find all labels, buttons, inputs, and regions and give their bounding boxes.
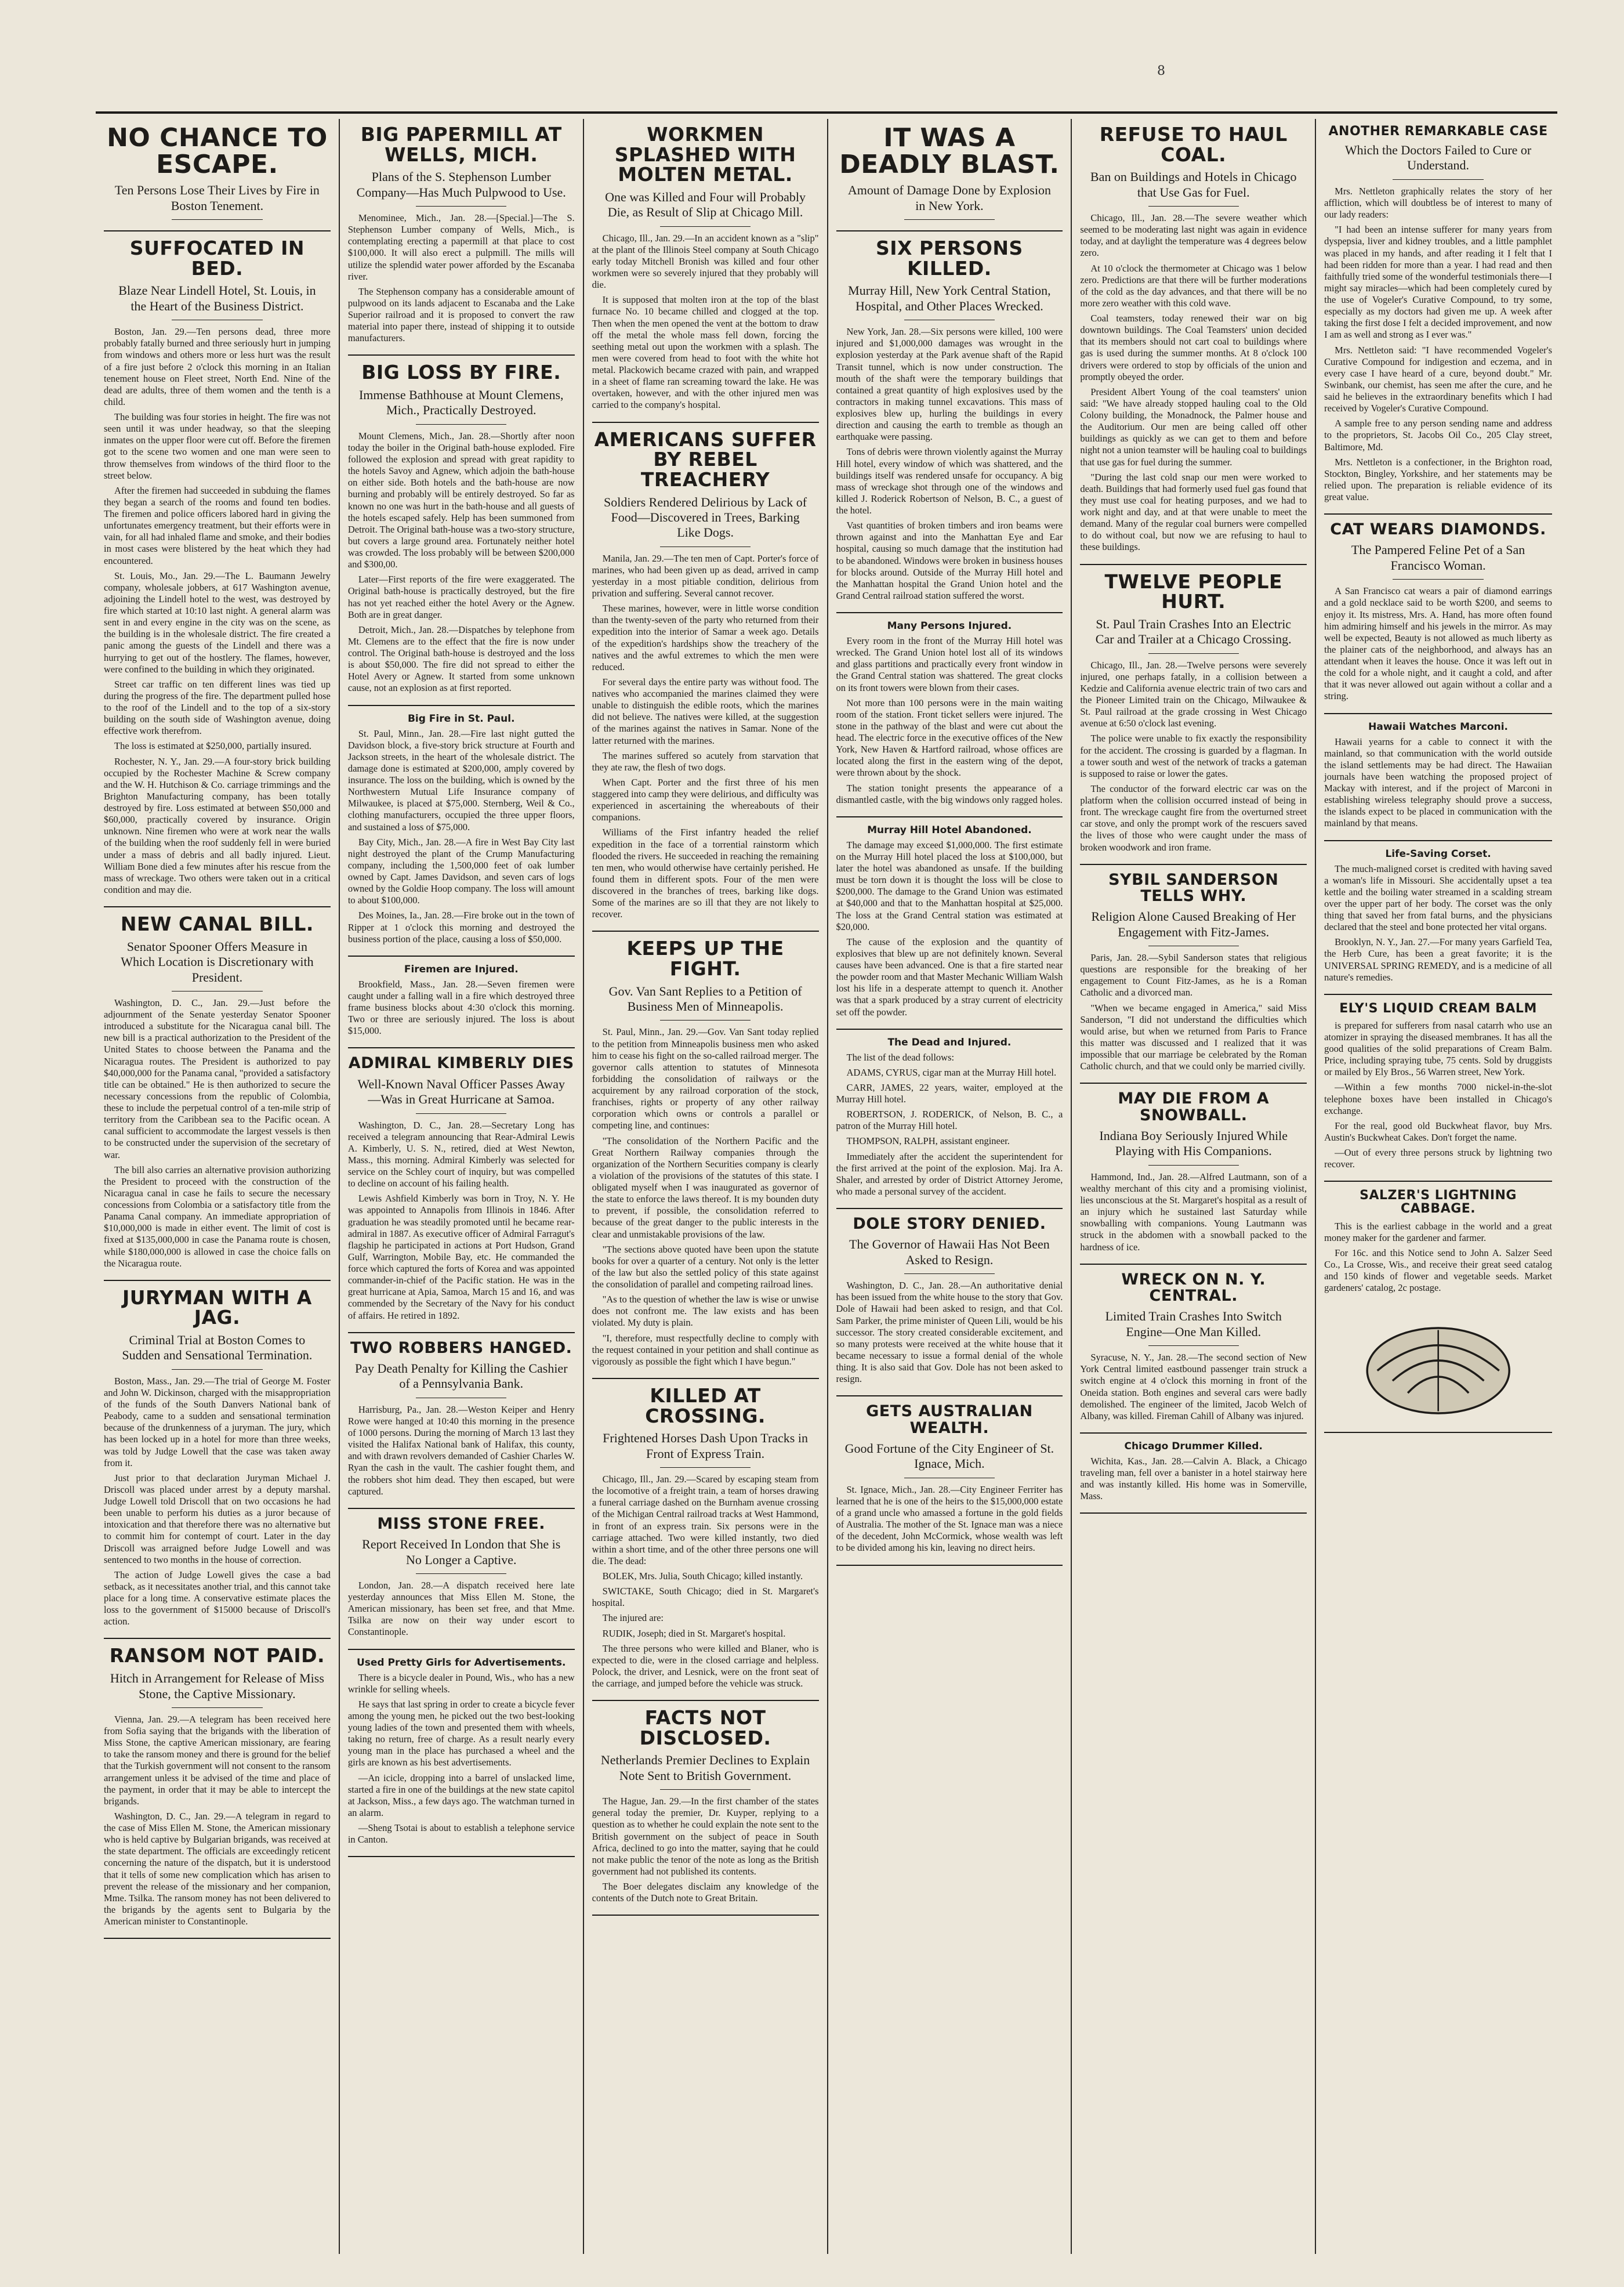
article-divider xyxy=(1080,1264,1307,1265)
body-paragraph: The action of Judge Lowell gives the case a bad setback, as it necessitates another trial, and this cannot take place for a long time. A conservative estimate places the loss to the government of $15000 because of Driscoll's action. xyxy=(104,1569,331,1627)
article-two-robbers-hanged xyxy=(348,1340,575,1497)
deck: Blaze Near Lindell Hotel, St. Louis, in the Heart of the Business District. xyxy=(118,283,316,313)
article-divider xyxy=(836,230,1063,231)
body-paragraph: The much-maligned corset is credited with having saved a woman's life in Missouri. She accidentally upset a tea kettle and the boiling water streamed in a scalding stream over the upper part of her body. The corset was the only thing that saved her from fatal burns, and the physicians declared that the steel and bone protected her vital organs. xyxy=(1324,863,1552,933)
body-paragraph: There is a bicycle dealer in Pound, Wis., who has a new wrinkle for selling wheels. xyxy=(347,1671,575,1695)
body-paragraph: The station tonight presents the appearance of a dismantled castle, with the big windows only ragged holes. xyxy=(836,782,1063,805)
headline: ELY'S LIQUID CREAM BALM xyxy=(1339,1001,1537,1016)
body-paragraph: SWICTAKE, South Chicago; died in St. Margaret's hospital. xyxy=(592,1586,819,1609)
body-paragraph: Vast quantities of broken timbers and iron beams were thrown against and into the Manhattan Eye and Ear hospital, causing so much damage that the institution had to be abandoned. Windows were broken in business houses for blocks around. Outside of the Murray Hill hotel and the Manhattan hospital the Grand Union hotel and the Grand Central railroad station suffered the worst. xyxy=(836,520,1063,601)
body-paragraph: —Out of every three persons struck by lightning two recover. xyxy=(1324,1147,1552,1170)
article-life-saving-corset xyxy=(1324,848,1552,983)
column-3 xyxy=(584,119,828,2254)
article-divider xyxy=(836,1208,1063,1209)
deck: Ban on Buildings and Hotels in Chicago that Use Gas for Fuel. xyxy=(1090,169,1297,200)
deck: Immense Bathhouse at Mount Clemens, Mich., Practically Destroyed. xyxy=(358,388,564,418)
subhead: Used Pretty Girls for Advertisements. xyxy=(356,1656,566,1669)
body-paragraph: The injured are: xyxy=(602,1612,664,1624)
headline: SUFFOCATED IN BED. xyxy=(129,237,305,280)
body-paragraph: Williams of the First infantry headed the relief expedition in the face of a torrential rainstorm which flooded the rivers. He succeeded in reaching the remaining ten men, who would otherwise have certainly perished. He found them in different spots. Four of the men were discovered in the branches of trees, barking like dogs. Some of the marines are so ill that they are not likely to recover. xyxy=(592,827,819,920)
article-divider xyxy=(104,906,331,907)
article-divider xyxy=(1324,994,1552,995)
body-paragraph: Tons of debris were thrown violently against the Murray Hill hotel, every window of which was shattered, and the buildings itself was rendered unsafe for occupancy. A big mass of wreckage shot through one of the windows and killed J. Roderick Robertson of Nelson, B. C., a guest of the hotel. xyxy=(836,446,1063,516)
body-paragraph: Mount Clemens, Mich., Jan. 28.—Shortly after noon today the boiler in the Original bath-house exploded. Fire followed the explosion and spread with great rapidity to the hotels Savoy and Agnew, which adjoin the bath-house on either side. Both hotels and the bath-house are now burning and probably will be entirely destroyed. So far as known no one was hurt in the bath-house and all guests of the hotels escaped safely. Help has been summoned from Detroit. The Original bath-house was a two-story structure, but covers a large ground area. Fortunately neither hotel was crowded. The loss probably will be between $200,000 and $300,00. xyxy=(347,430,575,570)
subhead: Murray Hill Hotel Abandoned. xyxy=(867,824,1032,836)
body-paragraph: Chicago, Ill., Jan. 29.—In an accident known as a "slip" at the plant of the Illinois Steel company at South Chicago early today Mitchell Bronish was killed and four other workmen were so severely injured that they probably will die. xyxy=(592,232,819,291)
deck: Report Received In London that She is No Longer a Captive. xyxy=(362,1537,561,1567)
article-gets-australian-wealth xyxy=(836,1403,1063,1554)
deck: Good Fortune of the City Engineer of St. Ignace, Mich. xyxy=(844,1441,1054,1471)
subhead: Big Fire in St. Paul. xyxy=(407,712,515,725)
body-paragraph: St. Paul, Minn., Jan. 29.—Gov. Van Sant today replied to the petition from Minneapolis business men who asked him to cease his fight on the so-called railroad merger. The governor calls attention to statutes of Minnesota forbidding the consolidation of railways or the acquirement by any railroad corporation of the stock, franchises, rights or property of any other railway corporation which owns or controls a parallel or competing line, and continues: xyxy=(592,1026,819,1131)
body-paragraph: He says that last spring in order to create a bicycle fever among the young men, he picked out the two best-looking young ladies of the town and presented them with wheels, taking no return, free of charge. As a result nearly every young man in the place has purchased a wheel and the girls are known as his best advertisements. xyxy=(347,1698,575,1768)
deck-rule xyxy=(1393,179,1484,180)
body-paragraph: The Stephenson company has a considerable amount of pulpwood on its lands adjacent to Escanaba and the Lake Superior railroad and it is proposed to convert the raw material into paper there, instead of shipping it to outside manufacturers. xyxy=(347,285,575,344)
subhead: The Dead and Injured. xyxy=(887,1036,1012,1048)
body-paragraph: THOMPSON, RALPH, assistant engineer. xyxy=(846,1135,1010,1147)
body-paragraph: Washington, D. C., Jan. 28.—An authoritative denial has been issued from the white house to the story that Gov. Dole of Hawaii had been asked to resign, and that Col. Sam Parker, the prime minister of Queen Lili, would be his successor. The story created considerable excitement, and so many protests were received at the white house that it became necessary to issue a formal denial of the whole thing. It is also said that Gov. Dole has not been asked to resign. xyxy=(836,1280,1063,1385)
deck-rule xyxy=(904,219,995,220)
deck-rule xyxy=(172,219,262,220)
article-juryman-with-a-jag xyxy=(104,1288,331,1628)
headline: TWELVE PEOPLE HURT. xyxy=(1104,570,1283,613)
body-paragraph: —An icicle, dropping into a barrel of unslacked lime, started a fire in one of the buildings at the new state capitol at Jackson, Miss., a few days ago. The watchman turned in an alarm. xyxy=(347,1772,575,1818)
body-paragraph: Boston, Jan. 29.—Ten persons dead, three more probably fatally burned and three seriously hurt in jumping from windows and others more or less hurt was the result of a fire just before 2 o'clock this morning in an Italian tenement house on Fleet street, North End. Nine of the dead are adults, three of them women and the tenth is a child. xyxy=(104,326,331,407)
article-divider xyxy=(592,1915,819,1916)
deck-rule xyxy=(1393,579,1484,580)
body-paragraph: BOLEK, Mrs. Julia, South Chicago; killed instantly. xyxy=(602,1570,803,1582)
article-miss-stone-free xyxy=(348,1516,575,1638)
column-1 xyxy=(96,119,340,2254)
article-ely-s-liquid-cream-balm xyxy=(1324,1002,1552,1171)
article-divider xyxy=(104,1938,331,1939)
body-paragraph: Not more than 100 persons were in the main waiting room of the station. Front ticket sellers were injured. The stone in the pathway of the blast and were cut about the head. The electric force in the executive offices of the New York, New Haven & Hartford railroad, whose offices are located along the first in the eastern wing of the depot, were thrown about by the shock. xyxy=(836,697,1063,779)
deck-rule xyxy=(416,424,506,425)
body-paragraph: St. Paul, Minn., Jan. 28.—Fire last night gutted the Davidson block, a five-story brick structure at Fourth and Jackson streets, in the heart of the wholesale district. The damage done is estimated at $200,000, amply covered by insurance. The loss on the building, which is owned by the Northwestern Mutual Life Insurance company of Milwaukee, is placed at $75,000. Sternberg, Weil & Co., clothing manufacturers, occupied the three upper floors, and sustained a loss of $75,000. xyxy=(347,728,575,833)
headline: GETS AUSTRALIAN WEALTH. xyxy=(866,1402,1033,1437)
body-paragraph: The building was four stories in height. The fire was not seen until it was under headway, so that the sleeping inmates on the upper floor were cut off. Before the firemen got to the scene two women and one man were seen to throw themselves from windows of the third floor to the street below. xyxy=(104,411,331,481)
body-paragraph: Chicago, Ill., Jan. 28.—The severe weather which seemed to be moderating last night was again in evidence today, and at daylight the temperature was 4 degrees below zero. xyxy=(1080,212,1307,259)
subhead: Firemen are Injured. xyxy=(404,963,519,975)
body-paragraph: Hammond, Ind., Jan. 28.—Alfred Lautmann, son of a wealthy merchant of this city and a promising violinist, lies unconscious at the St. Margaret's hospital as a result of an injury which he sustained last Saturday while snowballing with companions. Young Lautmann was struck in the abdomen with a snowball packed to the hardness of ice. xyxy=(1080,1171,1307,1253)
article-divider xyxy=(1080,1432,1307,1434)
body-paragraph: This is the earliest cabbage in the world and a great money maker for the gardener and farmer. xyxy=(1324,1220,1552,1243)
column-grid xyxy=(96,119,1560,2254)
column-4 xyxy=(828,119,1072,2254)
article-divider xyxy=(592,931,819,932)
article-divider xyxy=(592,1700,819,1701)
body-paragraph: A San Francisco cat wears a pair of diamond earrings and a gold necklace said to be worth $200, and seems to enjoy it. Its mistress, Mrs. A. Hand, has more often found him admiring himself and his jewels in the mirror. As may well be expected, Beauty is not allowed as much liberty as the plainer cats of the neighborhood, and always has an attendant when it leaves the house. Once it was left out in the cold for a whole night, and it caught a cold, and after that it was never allowed out again without a collar and a string. xyxy=(1324,585,1552,702)
article-divider xyxy=(1080,1083,1307,1084)
page-number: 8 xyxy=(1157,64,1165,78)
body-paragraph: Menominee, Mich., Jan. 28.—[Special.]—The S. Stephenson Lumber company of Wells, Mich., is contemplating erecting a papermill at that place to cost $100,000. It will also erect a pulpmill. The mills will utilize the splendid water power afforded by the Escanaba river. xyxy=(347,212,575,282)
body-paragraph: Mrs. Nettleton is a confectioner, in the Brighton road, Stockton, Bingley, Yorkshire, and her statements may be relied upon. The preparation is reliable evidence of its great value. xyxy=(1324,456,1552,502)
body-paragraph: Hawaii yearns for a cable to connect it with the mainland, so that communication with the world outside the island settlements may be had direct. The Hawaiian journals have been watching the proposed project of Mackay with interest, and if the project of Marconi in establishing wireless telegraphy should prove a success, the islands expect to be placed in communication with the mainland by that means. xyxy=(1324,736,1552,829)
article-divider xyxy=(348,1508,575,1509)
subhead: Chicago Drummer Killed. xyxy=(1124,1440,1263,1452)
body-paragraph: Detroit, Mich., Jan. 28.—Dispatches by telephone from Mt. Clemens are to the effect that the fire is now under control. The Original bath-house is destroyed and the loss is about $50,000. The fire did not spread to either the Hotel Avery or Agnew. It started from some unknown cause, not an explosion as at first reported. xyxy=(347,624,575,694)
headline: SALZER'S LIGHTNING CABBAGE. xyxy=(1360,1188,1517,1217)
article-keeps-up-the-fight xyxy=(592,939,819,1367)
body-paragraph: Mrs. Nettleton graphically relates the story of her affliction, which will doubtless be of interest to many of our lady readers: xyxy=(1324,185,1552,220)
body-paragraph: Mrs. Nettleton said: "I have recommended Vogeler's Curative Compound for indigestion and eczema, and in every case I have heard of a cure, beyond doubt." Mr. Swinbank, our chemist, has seen me after the cure, and he said he believes in the extraordinary benefits which I had received by Vogeler's Curative Compound. xyxy=(1324,344,1552,414)
article-divider xyxy=(1324,1432,1552,1433)
article-divider xyxy=(104,230,331,231)
deck: Plans of the S. Stephenson Lumber Company—Has Much Pulpwood to Use. xyxy=(356,169,566,200)
body-paragraph: CARR, JAMES, 22 years, waiter, employed at the Murray Hill hotel. xyxy=(836,1081,1063,1105)
article-divider xyxy=(348,1649,575,1650)
body-paragraph: RUDIK, Joseph; died in St. Margaret's hospital. xyxy=(602,1627,786,1639)
article-divider xyxy=(836,1565,1063,1566)
deck: Senator Spooner Offers Measure in Which Location is Discretionary with President. xyxy=(121,939,314,985)
deck: The Governor of Hawaii Has Not Been Asked to Resign. xyxy=(849,1237,1050,1267)
article-divider xyxy=(104,1638,331,1639)
article-divider xyxy=(592,422,819,423)
body-paragraph: Immediately after the accident the superintendent for the first arrived at the point of the explosion. Maj. Ira A. Shaler, and arrested by order of District Attorney Jerome, who made a personal survey of the accident. xyxy=(836,1150,1063,1197)
deck: Ten Persons Lose Their Lives by Fire in Boston Tenement. xyxy=(114,183,320,213)
headline: SYBIL SANDERSON TELLS WHY. xyxy=(1108,870,1279,905)
headline: NEW CANAL BILL. xyxy=(120,913,314,936)
body-paragraph: Every room in the front of the Murray Hill hotel was wrecked. The Grand Union hotel lost all of its windows and glass partitions and practically every front window in the Grand Central station was shattered. The great clocks on its front towers were blown from their cases. xyxy=(836,635,1063,693)
body-paragraph: Manila, Jan. 29.—The ten men of Capt. Porter's force of marines, who had been given up as dead, arrived in camp yesterday in a most pitiable condition, delirious from privation and suffering. Several cannot recover. xyxy=(592,552,819,599)
article-divider xyxy=(348,1047,575,1048)
headline: WRECK ON N. Y. CENTRAL. xyxy=(1121,1270,1266,1305)
deck-rule xyxy=(660,226,751,227)
article-divider xyxy=(348,1856,575,1857)
body-paragraph: The loss is estimated at $250,000, partially insured. xyxy=(114,740,312,752)
body-paragraph: Vienna, Jan. 29.—A telegram has been received here from Sofia saying that the brigands with the liberation of Miss Stone, the captive American missionary, are fearing to take the ransom money and there is ground for the belief that the Turkish government will not consent to the ransom arrangement unless it be advised of the time and place of the payment, in order that it may be able to intercept the brigands. xyxy=(104,1713,331,1807)
body-paragraph: is prepared for sufferers from nasal catarrh who use an atomizer in spraying the diseased membranes. It has all the good qualities of the solid preparations of Cream Balm. Price, including spraying tube, 75 cents. Sold by druggists or mailed by Ely Bros., 56 Warren street, New York. xyxy=(1324,1019,1552,1078)
headline: REFUSE TO HAUL COAL. xyxy=(1099,123,1288,166)
deck-rule xyxy=(1148,653,1239,654)
body-paragraph: The three persons who were killed and Blaner, who is expected to die, were in the closed carriage and helpless. Polock, the driver, and Lesnick, were on the front seat of the carriage, and jumped before the vehicle was struck. xyxy=(592,1642,819,1689)
headline: TWO ROBBERS HANGED. xyxy=(350,1338,572,1357)
deck: The Pampered Feline Pet of a San Francisco Woman. xyxy=(1351,542,1525,573)
body-paragraph: After the firemen had succeeded in subduing the flames they began a search of the rooms and found ten bodies. The firemen and police officers labored hard in giving the unfortunates emergency treatment, but their efforts were in vain, for all had inhaled flame and smoke, and their bodies in most cases were blistered by the heat which they had encountered. xyxy=(104,484,331,566)
deck: Which the Doctors Failed to Cure or Understand. xyxy=(1344,143,1532,173)
body-paragraph: "As to the question of whether the law is wise or unwise does not confront me. The law exists and has been violated. My duty is plain. xyxy=(592,1294,819,1329)
body-paragraph: A sample free to any person sending name and address to the proprietors, St. Jacobs Oil Co., 205 Clay street, Baltimore, Md. xyxy=(1324,418,1552,453)
body-paragraph: "I had been an intense sufferer for many years from dyspepsia, liver and kidney troubles, and a little pamphlet was placed in my hands, and after reading it I felt that I had been ridden for more than a year. I had read and then faithfully tried some of the wonderful testimonials there—I might say miracles—which had been completely cured by the use of Vogeler's Curative Compound, to try some, especially as my doctors had given me up. A week after taking the first dose I felt a decided improvement, and now I am as well and strong as I ever was." xyxy=(1324,224,1552,341)
body-paragraph: "During the last cold snap our men were worked to death. Buildings that had formerly used fuel gas found that they must use coal for heating purposes, and we had to work night and day, and at that were unable to meet the demand. Many of the regular coal burners were compelled to do without coal, but now we are refusing to haul to these buildings. xyxy=(1080,471,1307,553)
deck-rule xyxy=(172,1369,262,1370)
body-paragraph: "When we became engaged in America," said Miss Sanderson, "I did not understand the difficulties which would arise, but when we returned from Paris to France this matter was discussed and I realized that it was impossible that our marriage be celebrated by the Roman Catholic church, and that we could only be married civilly. xyxy=(1080,1002,1307,1072)
article-dole-story-denied xyxy=(836,1216,1063,1385)
body-paragraph: These marines, however, were in little worse condition than the twenty-seven of the party who returned from their expedition into the interior of Samar a week ago. Details of the expedition's hardships show the treachery of the natives and the awful extremes to which the men were reduced. xyxy=(592,603,819,672)
article-ransom-not-paid xyxy=(104,1646,331,1927)
body-paragraph: —Sheng Tsotai is about to establish a telephone service in Canton. xyxy=(347,1822,575,1845)
body-paragraph: At 10 o'clock the thermometer at Chicago was 1 below zero. Predictions are that there will be further moderations of the cold as the day advances, and that there will be no more zero weather with this cold wave. xyxy=(1080,262,1307,309)
deck: Frightened Horses Dash Upon Tracks in Front of Express Train. xyxy=(603,1431,808,1461)
article-divider xyxy=(348,1332,575,1333)
deck-rule xyxy=(416,1573,506,1574)
cabbage-illustration-icon xyxy=(1333,1300,1543,1421)
deck: Religion Alone Caused Breaking of Her Engagement with Fitz-James. xyxy=(1091,909,1296,939)
deck-rule xyxy=(1148,1165,1239,1166)
deck: Limited Train Crashes Into Switch Engine—One Man Killed. xyxy=(1105,1309,1282,1339)
article-divider xyxy=(348,956,575,957)
article-divider xyxy=(836,1029,1063,1030)
deck-rule xyxy=(660,1020,751,1021)
body-paragraph: Street car traffic on ten different lines was tied up during the progress of the fire. The department pulled hose to the roof of the Lindell and to the top of a six-story building on the south side of Washington avenue, doing effective work therefrom. xyxy=(104,678,331,737)
deck-rule xyxy=(1148,206,1239,207)
article-divider xyxy=(836,612,1063,613)
body-paragraph: The marines suffered so acutely from starvation that they ate raw, the flesh of two dogs. xyxy=(592,750,819,773)
deck-rule xyxy=(416,206,506,207)
headline: CAT WEARS DIAMONDS. xyxy=(1330,520,1546,539)
deck-rule xyxy=(1148,1345,1239,1346)
body-paragraph: When Capt. Porter and the first three of his men staggered into camp they were delirious, and difficulty was experienced in ascertaining the whereabouts of their companions. xyxy=(592,776,819,823)
body-paragraph: For 16c. and this Notice send to John A. Salzer Seed Co., La Crosse, Wis., and receive their great seed catalog and 150 kinds of flower and vegetable seeds. Market gardeners' catalog, 2c postage. xyxy=(1324,1247,1552,1294)
article-six-persons-killed xyxy=(836,238,1063,602)
subhead: Many Persons Injured. xyxy=(887,620,1012,632)
article-divider xyxy=(348,354,575,356)
body-paragraph: Just prior to that declaration Juryman Michael J. Driscoll was placed under arrest by a deputy marshal. Judge Lowell told Driscoll that on two occasions he had been unable to perform his duties as a juror because of intoxication and that therefore there was no alternative but to commit him for contempt of court. Later in the day Driscoll was arraigned before Judge Lowell and was sentenced to two months in the house of correction. xyxy=(104,1472,331,1565)
article-divider xyxy=(1080,564,1307,565)
article-divider xyxy=(592,1378,819,1379)
body-paragraph: London, Jan. 28.—A dispatch received here late yesterday announces that Miss Ellen M. Stone, the American missionary, has been set free, and that Mme. Tsilka are now on their way under escort to Constantinople. xyxy=(347,1579,575,1638)
body-paragraph: Paris, Jan. 28.—Sybil Sanderson states that religious questions are responsible for the breaking of her engagement to Count Fitz-James, as he is a Roman Catholic and a divorced man. xyxy=(1080,952,1307,998)
headline: DOLE STORY DENIED. xyxy=(853,1215,1046,1233)
body-paragraph: Brookfield, Mass., Jan. 28.—Seven firemen were caught under a falling wall in a fire which destroyed three frame business blocks about 4:30 o'clock this morning. Two or three are seriously injured. The loss is about $15,000. xyxy=(347,978,575,1037)
body-paragraph: Harrisburg, Pa., Jan. 28.—Weston Keiper and Henry Rowe were hanged at 10:40 this morning in the presence of 1000 persons. During the morning of March 13 last they visited the Halifax National bank of Halifax, this county, and with drawn revolvers demanded of Cashier Charles W. Ryan the cash in the vault. The cashier fought them, and the robbers shot him dead. They then escaped, but were captured. xyxy=(347,1403,575,1497)
article-divider xyxy=(348,705,575,706)
headline: BIG LOSS BY FIRE. xyxy=(361,361,561,384)
deck: Gov. Van Sant Replies to a Petition of Business Men of Minneapolis. xyxy=(608,983,802,1014)
body-paragraph: "I, therefore, must respectfully decline to comply with the request contained in your petition and shall continue as vigorously as possible the fight which I have begun." xyxy=(592,1332,819,1367)
deck-rule xyxy=(416,1113,506,1114)
article-divider xyxy=(104,1280,331,1281)
deck-rule xyxy=(660,1789,751,1790)
article-many-persons-injured xyxy=(836,620,1063,806)
article-murray-hill-hotel-abandoned xyxy=(836,824,1063,1018)
body-paragraph: Wichita, Kas., Jan. 28.—Calvin A. Black, a Chicago traveling man, fell over a banister in a hotel stairway here and was instantly killed. His home was in Somerville, Mass. xyxy=(1080,1455,1307,1502)
article-twelve-people-hurt xyxy=(1080,572,1307,853)
headline: ANOTHER REMARKABLE CASE xyxy=(1328,124,1548,139)
body-paragraph: —Within a few months 7000 nickel-in-the-slot telephone boxes have been installed in Chicago's exchange. xyxy=(1324,1081,1552,1116)
article-facts-not-disclosed xyxy=(592,1708,819,1904)
article-divider xyxy=(1324,840,1552,841)
body-paragraph: Syracuse, N. Y., Jan. 28.—The second section of New York Central limited eastbound passenger train struck a switch engine at 4 o'clock this morning in front of the Oneida station. Both engines and several cars were badly demolished. The engineer of the limited, Jacob Welch of Albany, was killed. Fireman Cahill of Albany was injured. xyxy=(1080,1352,1307,1421)
article-admiral-kimberly-dies xyxy=(348,1055,575,1321)
body-paragraph: Chicago, Ill., Jan. 28.—Twelve persons were severely injured, one perhaps fatally, in a collision between a Kedzie and California avenue electric train of two cars and the Pioneer Limited train on the Chicago, Milwaukee & St. Paul railroad at the grade crossing in West Chicago avenue at 6:50 o'clock last evening. xyxy=(1080,659,1307,729)
deck: Hitch in Arrangement for Release of Miss Stone, the Captive Missionary. xyxy=(110,1671,324,1701)
deck: One was Killed and Four will Probably Die, as Result of Slip at Chicago Mill. xyxy=(605,189,806,220)
article-used-pretty-girls-for-advertisements xyxy=(348,1657,575,1846)
article-big-loss-by-fire xyxy=(348,363,575,694)
headline: MISS STONE FREE. xyxy=(377,1514,546,1533)
masthead-rule xyxy=(96,111,1557,114)
deck: Pay Death Penalty for Killing the Cashier of a Pennsylvania Bank. xyxy=(354,1361,568,1391)
body-paragraph: New York, Jan. 28.—Six persons were killed, 100 were injured and $1,000,000 damages was wrought in the explosion yesterday at the Park avenue shaft of the Rapid Transit tunnel, which is now under construction. The mouth of the shaft were the temporary buildings that contained a great quantity of high explosives used by the contractors in making tunnel excavations. This mass of explosives blew up, hurling the buildings in every direction and causing the earth to tremble as though an earthquake were passing. xyxy=(836,326,1063,443)
headline: BIG PAPERMILL AT WELLS, MICH. xyxy=(360,123,562,166)
headline: WORKMEN SPLASHED WITH MOLTEN METAL. xyxy=(614,123,796,186)
body-paragraph: The Hague, Jan. 29.—In the first chamber of the states general today the premier, Dr. Kuyper, replying to a question as to whether he could explain the note sent to the British government on the subject of peace in South Africa, declined to go into the matter, saying that he could not make public the tenor of the note as long as the British government had not published its contents. xyxy=(592,1796,819,1877)
body-paragraph: The conductor of the forward electric car was on the platform when the collision occurred instead of being in front. The wreckage caught fire from the overturned street car stove, and only the prompt work of the rescuers saved the lives of those who were caught under the mass of broken woodwork and iron frame. xyxy=(1080,783,1307,853)
headline: RANSOM NOT PAID. xyxy=(109,1644,325,1667)
article-chicago-drummer-killed xyxy=(1080,1441,1307,1503)
body-paragraph: For several days the entire party was without food. The natives who accompanied the marines claimed they were unable to distinguish the edible roots, which the marines did not believe. The natives were killed, at the suggestion of the marines against the natives in Samar. None of the latter returned with the marines. xyxy=(592,676,819,746)
body-paragraph: The cause of the explosion and the quantity of explosives that blew up are not definitely known. Several causes have been advanced. One is that a fire started near the powder room and that Master Mechanic William Walsh lost his life in a desperate attempt to quench it. Another was that a spark produced by a stray current of electricity set off the powder. xyxy=(836,936,1063,1018)
article-no-chance-to-escape xyxy=(104,125,331,220)
body-paragraph: Rochester, N. Y., Jan. 29.—A four-story brick building occupied by the Rochester Machine & Screw company and the W. H. Hutchison & Co. carriage trimmings and the Brighton Manufacturing company, has been totally destroyed by fire. Loss estimated at between $50,000 and $60,000, practically covered by insurance. Origin unknown. Nine firemen who were at work near the walls of the building when the roof suddenly fell in were buried under a mass of debris and all badly injured. Lieut. William Bone died a few minutes after his rescue from the mass of wreckage. Two others were taken out in a critical condition and may die. xyxy=(104,755,331,895)
article-suffocated-in-bed xyxy=(104,238,331,896)
article-the-dead-and-injured xyxy=(836,1037,1063,1197)
body-paragraph: President Albert Young of the coal teamsters' union said: "We have already stopped hauling coal to the Old Colony building, the Monadnock, the Palmer house and the Auditorium. Our men are being called off other buildings as quickly as we can get to them and before night not a union teamster will be hauling coal to buildings that use gas for fuel during the summer. xyxy=(1080,386,1307,468)
article-firemen-are-injured xyxy=(348,964,575,1037)
body-paragraph: The police were unable to fix exactly the responsibility for the accident. The crossing is guarded by a flagman. In a tower south and west of the network of tracks a gateman is supposed to raise or lower the gates. xyxy=(1080,733,1307,779)
headline: MAY DIE FROM A SNOWBALL. xyxy=(1118,1090,1270,1124)
article-new-canal-bill xyxy=(104,914,331,1269)
article-it-was-a-deadly-blast xyxy=(836,125,1063,220)
deck: Well-Known Naval Officer Passes Away—Was in Great Hurricane at Samoa. xyxy=(357,1076,565,1107)
article-wreck-on-n-y-central xyxy=(1080,1272,1307,1422)
deck: Amount of Damage Done by Explosion in New York. xyxy=(847,183,1051,213)
body-paragraph: It is supposed that molten iron at the top of the blast furnace No. 10 became chilled and clogged at the top. Then when the men opened the vent at the bottom to draw off the metal the whole mass fell down, forcing the seething metal out upon the workmen with a splash. The men were covered from head to foot with the white hot metal. Plackowich became crazed with pain, and wrapped in a sheet of flame ran screaming toward the lake. He was overtaken, however, and with the other injured men was carried to the company's hospital. xyxy=(592,294,819,411)
body-paragraph: For the real, good old Buckwheat flavor, buy Mrs. Austin's Buckwheat Cakes. Don't forget the name. xyxy=(1324,1120,1552,1143)
body-paragraph: Brooklyn, N. Y., Jan. 27.—For many years Garfield Tea, the Herb Cure, has been a great favorite; it is the UNIVERSAL SPRING REMEDY, and is a medicine of all nature's remedies. xyxy=(1324,936,1552,983)
deck: Criminal Trial at Boston Comes to Sudden and Sensational Termination. xyxy=(122,1333,313,1363)
article-workmen-splashed-with-molten-metal xyxy=(592,125,819,411)
body-paragraph: Washington, D. C., Jan. 29.—Just before the adjournment of the Senate yesterday Senator Spooner introduced a substitute for the Nicaragua canal bill. The new bill is a practical authorization to the President of the United States to choose between the Panama and the Nicaragua routes. The President is authorized to pay $40,000,000 for the Panama canal, "provided a satisfactory title can be obtained." He is then authorized to secure the necessary concessions from the republic of Colombia, these to include the perpetual control of a ten-mile strip of territory from the Caribbean sea to the Pacific ocean. A canal sufficient to accommodate the largest vessels is then to be constructed under the supervision of the secretary of war. xyxy=(104,997,331,1160)
deck-rule xyxy=(660,1467,751,1468)
deck: St. Paul Train Crashes Into an Electric Car and Trailer at a Chicago Crossing. xyxy=(1095,616,1292,647)
body-paragraph: ADAMS, CYRUS, cigar man at the Murray Hill hotel. xyxy=(846,1066,1057,1078)
article-cat-wears-diamonds xyxy=(1324,522,1552,702)
body-paragraph: The Boer delegates disclaim any knowledge of the contents of the Dutch note to Great Britain. xyxy=(592,1881,819,1904)
article-refuse-to-haul-coal xyxy=(1080,125,1307,553)
body-paragraph: Boston, Mass., Jan. 29.—The trial of George M. Foster and John W. Dickinson, charged with the misappropriation of the funds of the South Danvers National bank of Peabody, came to a sudden and sensational termination because of the drunkenness of a juryman. The jury, which has been locked up in a hotel for more than three weeks, was told by Judge Lowell that the case was taken away from it. xyxy=(104,1375,331,1468)
deck: Indiana Boy Seriously Injured While Playing with His Companions. xyxy=(1099,1128,1288,1159)
headline: ADMIRAL KIMBERLY DIES xyxy=(348,1054,574,1073)
body-paragraph: St. Louis, Mo., Jan. 29.—The L. Baumann Jewelry company, wholesale jobbers, at 617 Washington avenue, adjoining the Lindell hotel to the west, was destroyed by fire which started at 10:10 last night. A general alarm was sent in and every engine in the city was on the scene, as the building is in the wholesale district. The fire created a panic among the guests of the Lindell and there was a hurrying to get out of the hostlery. The flames, however, were confined to the building in which they originated. xyxy=(104,570,331,675)
article-another-remarkable-case xyxy=(1324,125,1552,503)
article-divider xyxy=(1324,713,1552,714)
body-paragraph: The bill also carries an alternative provision authorizing the President to proceed with the construction of the Nicaragua canal in case he fails to secure the necessary concessions from Colombia or a satisfactory title from the Panama Canal company. An immediate appropriation of $10,000,000 is made in either event. The limit of cost is fixed at $135,000,000 in case the Panama route is chosen, while $180,000,000 is allowed in case the choice falls on the Nicaragua route. xyxy=(104,1164,331,1269)
article-divider xyxy=(836,1395,1063,1396)
body-paragraph: Bay City, Mich., Jan. 28.—A fire in West Bay City last night destroyed the plant of the Crump Manufacturing company, including the 1,500,000 feet of oak lumber owned by Capt. James Davidson, and seven cars of logs owned by the Goldie Hoop company. The loss will amount to about $100,000. xyxy=(347,836,575,906)
article-americans-suffer-by-rebel-treachery xyxy=(592,430,819,921)
deck: Soldiers Rendered Delirious by Lack of Food—Discovered in Trees, Barking Like Dogs. xyxy=(604,494,807,540)
deck-rule xyxy=(904,1273,995,1274)
body-paragraph: "The consolidation of the Northern Pacific and the Great Northern Railway companies through the organization of the Northern Securities company is clearly a violation of the provisions of the statutes of this state. I obligated myself when I was inaugurated as governor of the state to enforce the laws thereof. It is my bounden duty to prevent, if possible, the consolidation referred to because of the great danger to the public interests in the clear and unmistakable provisions of the law. xyxy=(592,1135,819,1240)
body-paragraph: Later—First reports of the fire were exaggerated. The Original bath-house is practically destroyed, but the fire has not yet reached either the hotel Avery or the Agnew. Both are in great danger. xyxy=(347,574,575,620)
headline: JURYMAN WITH A JAG. xyxy=(122,1286,312,1329)
body-paragraph: ROBERTSON, J. RODERICK, of Nelson, B. C., a patron of the Murray Hill hotel. xyxy=(836,1109,1063,1132)
column-2 xyxy=(340,119,584,2254)
headline: KEEPS UP THE FIGHT. xyxy=(626,937,784,980)
article-salzer-s-lightning-cabbage xyxy=(1324,1189,1552,1421)
body-paragraph: Washington, D. C., Jan. 28.—Secretary Long has received a telegram announcing that Rear-Admiral Lewis A. Kimberly, U. S. N., retired, died at West Newton, Mass., this morning. Admiral Kimberly was selected for service on the Schley court of inquiry, but was compelled to decline on account of his failing health. xyxy=(347,1119,575,1189)
body-paragraph: Lewis Ashfield Kimberly was born in Troy, N. Y. He was appointed to Annapolis from Illinois in 1846. After graduation he was steadily promoted until he became rear-admiral in 1887. As executive officer of Admiral Farragut's flagship he participated in actions at Port Hudson, Grand Gulf, Warrington, Mobile Bay, etc. He commanded the force which captured the forts of Korea and was appointed commander-in-chief of the Pacific station. He was in the great hurricane at Apia, Samoa, March 15 and 16, and was commended by the Secretary of the Navy for his conduct of affairs. He retired in 1892. xyxy=(347,1193,575,1321)
deck: Murray Hill, New York Central Station, Hospital, and Other Places Wrecked. xyxy=(848,283,1051,313)
article-big-fire-in-st-paul xyxy=(348,713,575,945)
headline: NO CHANCE TO ESCAPE. xyxy=(107,123,328,180)
body-paragraph: "The sections above quoted have been upon the statute books for over a quarter of a century. Not only is the letter of the law but also the settled policy of this state against the consolidation of parallel and competing railroad lines. xyxy=(592,1243,819,1290)
article-divider xyxy=(1324,1181,1552,1182)
deck-rule xyxy=(172,1707,262,1708)
headline: IT WAS A DEADLY BLAST. xyxy=(839,123,1060,180)
article-hawaii-watches-marconi xyxy=(1324,721,1552,830)
body-paragraph: Washington, D. C., Jan. 29.—A telegram in regard to the case of Miss Ellen M. Stone, the American missionary who is held captive by Bulgarian brigands, was received at the state department. The officials are exceedingly reticent concerning the nature of the dispatch, but it is understood that it tells of some new complication which has arisen to prevent the release of the missionary and her companion, Mme. Tsilka. The ransom money has not been delivered to the brigands by the agents sent to Bulgaria by the American minister to Constantinople. xyxy=(104,1810,331,1927)
body-paragraph: Chicago, Ill., Jan. 29.—Scared by escaping steam from the locomotive of a freight train, a team of horses drawing a funeral carriage dashed on the Burnham avenue crossing of the Michigan Central railroad tracks at West Hammond, in front of an express train. Six persons were in the carriage attached. Two were killed instantly, two died within a short time, and of the other three persons one will die. The dead: xyxy=(592,1474,819,1566)
subhead: Hawaii Watches Marconi. xyxy=(1368,721,1508,733)
article-killed-at-crossing xyxy=(592,1386,819,1689)
body-paragraph: The list of the dead follows: xyxy=(846,1051,955,1063)
headline: SIX PERSONS KILLED. xyxy=(876,237,1023,280)
body-paragraph: Des Moines, Ia., Jan. 28.—Fire broke out in the town of Ripper at 1 o'clock this morning and destroyed the business portion of the place, causing a loss of $50,000. xyxy=(347,910,575,945)
article-divider xyxy=(1324,513,1552,515)
article-divider xyxy=(1080,1512,1307,1514)
headline: FACTS NOT DISCLOSED. xyxy=(639,1706,771,1749)
subhead: Life-Saving Corset. xyxy=(1385,848,1491,860)
deck: Netherlands Premier Declines to Explain Note Sent to British Government. xyxy=(600,1753,810,1783)
article-big-papermill-at-wells-mich xyxy=(348,125,575,344)
body-paragraph: St. Ignace, Mich., Jan. 28.—City Engineer Ferriter has learned that he is one of the heirs to the $15,000,000 estate of a grand uncle who amassed a fortune in the gold fields of Australia. The mother of the St. Ignace man was a niece of the decedent, John McCormick, whose wealth was left to be divided among his kin, leaving no direct heirs. xyxy=(836,1483,1063,1554)
headline: AMERICANS SUFFER BY REBEL TREACHERY xyxy=(594,428,817,491)
column-5 xyxy=(1072,119,1316,2254)
body-paragraph: Coal teamsters, today renewed their war on big downtown buildings. The Coal Teamsters' union decided that its members should not cart coal to buildings where gas is used during the summer months. At 8 o'clock 100 drivers were ordered to stop by officials of the union and promptly obeyed the order. xyxy=(1080,313,1307,382)
article-divider xyxy=(1080,864,1307,865)
headline: KILLED AT CROSSING. xyxy=(645,1384,766,1427)
body-paragraph: The damage may exceed $1,000,000. The first estimate on the Murray Hill hotel placed the loss at $100,000, but later the hotel was abandoned as unsafe. If the building must be torn down it is thought the loss will be close to $200,000. The damage to the Grand Union was estimated at $40,000 and that to the Manhattan hospital at $25,000. The loss at the Grand Central station was estimated at $20,000. xyxy=(836,839,1063,932)
column-6 xyxy=(1316,119,1560,2254)
article-may-die-from-a-snowball xyxy=(1080,1091,1307,1253)
article-divider xyxy=(836,816,1063,817)
article-sybil-sanderson-tells-why xyxy=(1080,872,1307,1073)
